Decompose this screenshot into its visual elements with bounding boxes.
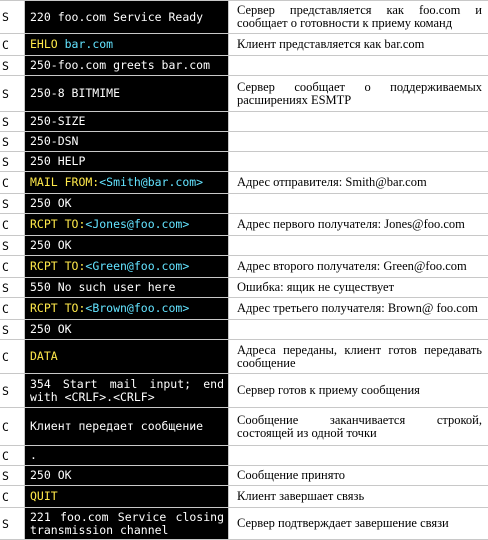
description-text: Адрес третьего получателя: Brown@ foo.com bbox=[237, 301, 478, 315]
description-cell bbox=[229, 256, 488, 277]
table-row bbox=[0, 374, 488, 408]
direction-cell: S bbox=[2, 468, 9, 483]
command-cell bbox=[24, 374, 229, 407]
description-cell bbox=[229, 446, 488, 465]
command-argument: bar.com bbox=[57, 37, 114, 51]
command-cell bbox=[24, 298, 229, 319]
table-row bbox=[0, 132, 488, 152]
direction-cell: S bbox=[2, 114, 9, 129]
command-cell bbox=[24, 320, 229, 339]
command-keyword: RCPT TO: bbox=[30, 259, 86, 273]
command-text: 550 No such user here bbox=[30, 280, 176, 294]
command-keyword: DATA bbox=[30, 349, 58, 363]
command-cell bbox=[24, 236, 229, 255]
description-cell bbox=[229, 214, 488, 235]
command-text: Клиент передает сообщение bbox=[30, 419, 204, 433]
table-row bbox=[0, 0, 488, 34]
table-row bbox=[0, 466, 488, 486]
command-cell bbox=[24, 466, 229, 485]
direction-cell: S bbox=[2, 322, 9, 337]
description-cell bbox=[229, 340, 488, 373]
command-cell bbox=[24, 1, 229, 33]
direction-cell: C bbox=[2, 419, 9, 434]
table-row bbox=[0, 214, 488, 236]
description-cell bbox=[229, 486, 488, 507]
direction-cell: S bbox=[2, 196, 9, 211]
direction-cell: S bbox=[2, 154, 9, 169]
table-row bbox=[0, 256, 488, 278]
command-cell bbox=[24, 486, 229, 507]
table-row bbox=[0, 172, 488, 194]
direction-cell: S bbox=[2, 238, 9, 253]
command-text bbox=[30, 490, 224, 503]
description-cell bbox=[229, 298, 488, 319]
direction-cell: C bbox=[2, 217, 9, 232]
command-text bbox=[30, 350, 224, 363]
direction-cell: C bbox=[2, 259, 9, 274]
description-text: Сообщение принято bbox=[237, 468, 346, 482]
direction-cell: S bbox=[2, 383, 9, 398]
description-cell bbox=[229, 34, 488, 55]
command-keyword: MAIL FROM: bbox=[30, 175, 100, 189]
command-cell bbox=[24, 132, 229, 151]
command-text: . bbox=[30, 448, 37, 462]
command-cell bbox=[24, 408, 229, 445]
command-keyword: RCPT TO: bbox=[30, 217, 86, 231]
description-cell bbox=[229, 278, 488, 297]
command-cell bbox=[24, 56, 229, 75]
table-row bbox=[0, 486, 488, 508]
description-text: Адрес первого получателя: Jones@foo.com bbox=[237, 217, 465, 231]
description-cell bbox=[229, 172, 488, 193]
direction-cell: S bbox=[2, 280, 9, 295]
description-text: Сервер подтверждает завершение связи bbox=[237, 516, 449, 530]
command-cell bbox=[24, 256, 229, 277]
command-text bbox=[30, 302, 224, 315]
description-cell bbox=[229, 152, 488, 171]
direction-cell: S bbox=[2, 58, 9, 73]
description-text: Клиент представляется как bar.com bbox=[237, 37, 425, 51]
description-cell bbox=[229, 194, 488, 213]
description-cell bbox=[229, 76, 488, 111]
table-row bbox=[0, 446, 488, 466]
table-row bbox=[0, 236, 488, 256]
command-text: 221 foo.com Service closing transmission channel bbox=[30, 509, 224, 537]
command-text: 250-foo.com greets bar.com bbox=[30, 58, 211, 72]
description-cell bbox=[229, 408, 488, 445]
command-text bbox=[30, 260, 224, 273]
command-keyword: QUIT bbox=[30, 489, 58, 503]
table-row bbox=[0, 408, 488, 446]
table-row bbox=[0, 508, 488, 540]
description-text: Сервер готов к приему сообщения bbox=[237, 383, 420, 397]
description-text: Адрес отправителя: Smith@bar.com bbox=[237, 175, 427, 189]
table-row bbox=[0, 340, 488, 374]
table-row bbox=[0, 152, 488, 172]
table-row bbox=[0, 194, 488, 214]
direction-cell: S bbox=[2, 134, 9, 149]
direction-cell: C bbox=[2, 349, 9, 364]
command-text bbox=[30, 218, 224, 231]
table-row bbox=[0, 76, 488, 112]
command-cell bbox=[24, 508, 229, 539]
command-text bbox=[30, 176, 224, 189]
command-text: 250-DSN bbox=[30, 134, 79, 148]
description-cell bbox=[229, 56, 488, 75]
description-text: Сервер представляется как foo.com и сообщает о готовности к приему команд bbox=[237, 3, 482, 30]
command-text: 220 foo.com Service Ready bbox=[30, 9, 204, 24]
description-cell bbox=[229, 466, 488, 485]
command-text: 250-8 BITMIME bbox=[30, 86, 121, 100]
table-row bbox=[0, 112, 488, 132]
direction-cell: C bbox=[2, 489, 9, 504]
command-text: 354 Start mail input; end with <CRLF>.<CRLF> bbox=[30, 376, 224, 404]
direction-cell: S bbox=[2, 516, 9, 531]
command-text: 250 HELP bbox=[30, 154, 86, 168]
description-cell bbox=[229, 508, 488, 539]
command-cell bbox=[24, 34, 229, 55]
command-cell bbox=[24, 278, 229, 297]
description-cell bbox=[229, 1, 488, 33]
command-text: 250 OK bbox=[30, 238, 72, 252]
command-text: 250-SIZE bbox=[30, 114, 86, 128]
command-cell bbox=[24, 172, 229, 193]
description-text: Сообщение заканчивается строкой, состоящей из одной точки bbox=[237, 412, 482, 440]
table-row bbox=[0, 56, 488, 76]
description-text: Ошибка: ящик не существует bbox=[237, 280, 395, 294]
command-cell bbox=[24, 340, 229, 373]
command-argument: <Brown@foo.com> bbox=[85, 301, 190, 315]
command-cell bbox=[24, 194, 229, 213]
command-argument: <Green@foo.com> bbox=[85, 259, 190, 273]
direction-cell: C bbox=[2, 37, 9, 52]
description-cell bbox=[229, 132, 488, 151]
command-text bbox=[30, 38, 224, 51]
description-text: Адреса переданы, клиент готов передавать сообщение bbox=[237, 342, 482, 370]
direction-cell: S bbox=[2, 10, 9, 24]
table-row bbox=[0, 34, 488, 56]
direction-cell: C bbox=[2, 448, 9, 463]
command-cell bbox=[24, 152, 229, 171]
description-text: Клиент завершает связь bbox=[237, 489, 365, 503]
command-cell bbox=[24, 76, 229, 111]
table-row bbox=[0, 278, 488, 298]
description-cell bbox=[229, 112, 488, 131]
direction-cell: C bbox=[2, 301, 9, 316]
description-cell bbox=[229, 236, 488, 255]
command-argument: <Smith@bar.com> bbox=[99, 175, 204, 189]
command-keyword: RCPT TO: bbox=[30, 301, 86, 315]
command-text: 250 OK bbox=[30, 322, 72, 336]
description-text: Адрес второго получателя: Green@foo.com bbox=[237, 259, 467, 273]
command-text: 250 OK bbox=[30, 196, 72, 210]
direction-cell: S bbox=[2, 86, 9, 101]
description-text: Сервер сообщает о поддерживаемых расширениях ESMTP bbox=[237, 79, 482, 107]
command-argument: <Jones@foo.com> bbox=[85, 217, 190, 231]
table-row bbox=[0, 298, 488, 320]
command-cell bbox=[24, 112, 229, 131]
command-keyword: EHLO bbox=[30, 37, 58, 51]
command-cell bbox=[24, 446, 229, 465]
direction-cell: C bbox=[2, 175, 9, 190]
command-cell bbox=[24, 214, 229, 235]
command-text: 250 OK bbox=[30, 468, 72, 482]
table-row bbox=[0, 320, 488, 340]
description-cell bbox=[229, 320, 488, 339]
description-cell bbox=[229, 374, 488, 407]
